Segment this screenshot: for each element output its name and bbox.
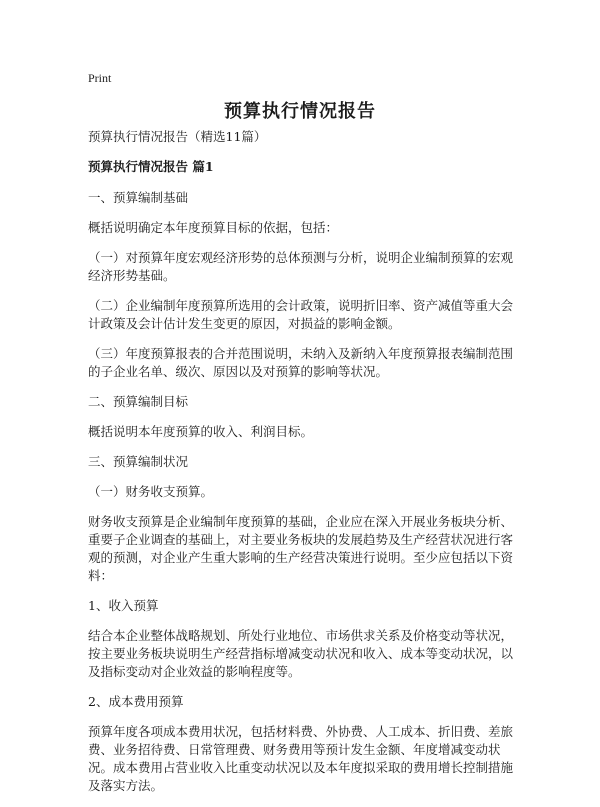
paragraph: 预算年度各项成本费用状况，包括材料费、外协费、人工成本、折旧费、差旅费、业务招待费、日常管理费、财务费用等预计发生金额、年度增减变动状况。成本费用占营业收入比重变动状况以及本年度拟采取的费用增长控制措施及落实方法。 bbox=[88, 724, 514, 793]
paragraph: （一）财务收支预算。 bbox=[88, 484, 214, 499]
heading-cost-budget: 2、成本费用预算 bbox=[88, 694, 184, 709]
heading-budget-target: 二、预算编制目标 bbox=[88, 394, 189, 409]
paragraph: 财务收支预算是企业编制年度预算的基础，企业应在深入开展业务板块分析、重要子企业调查的基础上，对主要业务板块的发展趋势及生产经营状况进行客观的预测，对企业产生重大影响的生产经营决策进行说明。至少应包括以下资料： bbox=[88, 514, 514, 583]
print-link[interactable]: Print bbox=[88, 71, 112, 85]
paragraph: （二）企业编制年度预算所选用的会计政策，说明折旧率、资产减值等重大会计政策及会计估计发生变更的原因，对损益的影响金额。 bbox=[88, 298, 514, 331]
document-subtitle: 预算执行情况报告（精选11篇） bbox=[88, 129, 267, 144]
paragraph: 概括说明本年度预算的收入、利润目标。 bbox=[88, 424, 314, 439]
paragraph: 结合本企业整体战略规划、所处行业地位、市场供求关系及价格变动等状况，按主要业务板块说明生产经营指标增减变动状况和收入、成本等变动状况，以及指标变动对企业效益的影响程度等。 bbox=[88, 628, 514, 679]
page-title: 预算执行情况报告 bbox=[224, 101, 376, 122]
document-body bbox=[88, 128, 523, 807]
section-heading: 预算执行情况报告 篇1 bbox=[88, 159, 214, 174]
heading-budget-status: 三、预算编制状况 bbox=[88, 454, 189, 469]
paragraph: 概括说明确定本年度预算目标的依据，包括： bbox=[88, 220, 339, 235]
heading-income-budget: 1、收入预算 bbox=[88, 598, 159, 613]
paragraph: （一）对预算年度宏观经济形势的总体预测与分析，说明企业编制预算的宏观经济形势基础。 bbox=[88, 250, 514, 283]
heading-budget-basis: 一、预算编制基础 bbox=[88, 190, 189, 205]
paragraph: （三）年度预算报表的合并范围说明，未纳入及新纳入年度预算报表编制范围的子企业名单、级次、原因以及对预算的影响等状况。 bbox=[88, 346, 514, 379]
